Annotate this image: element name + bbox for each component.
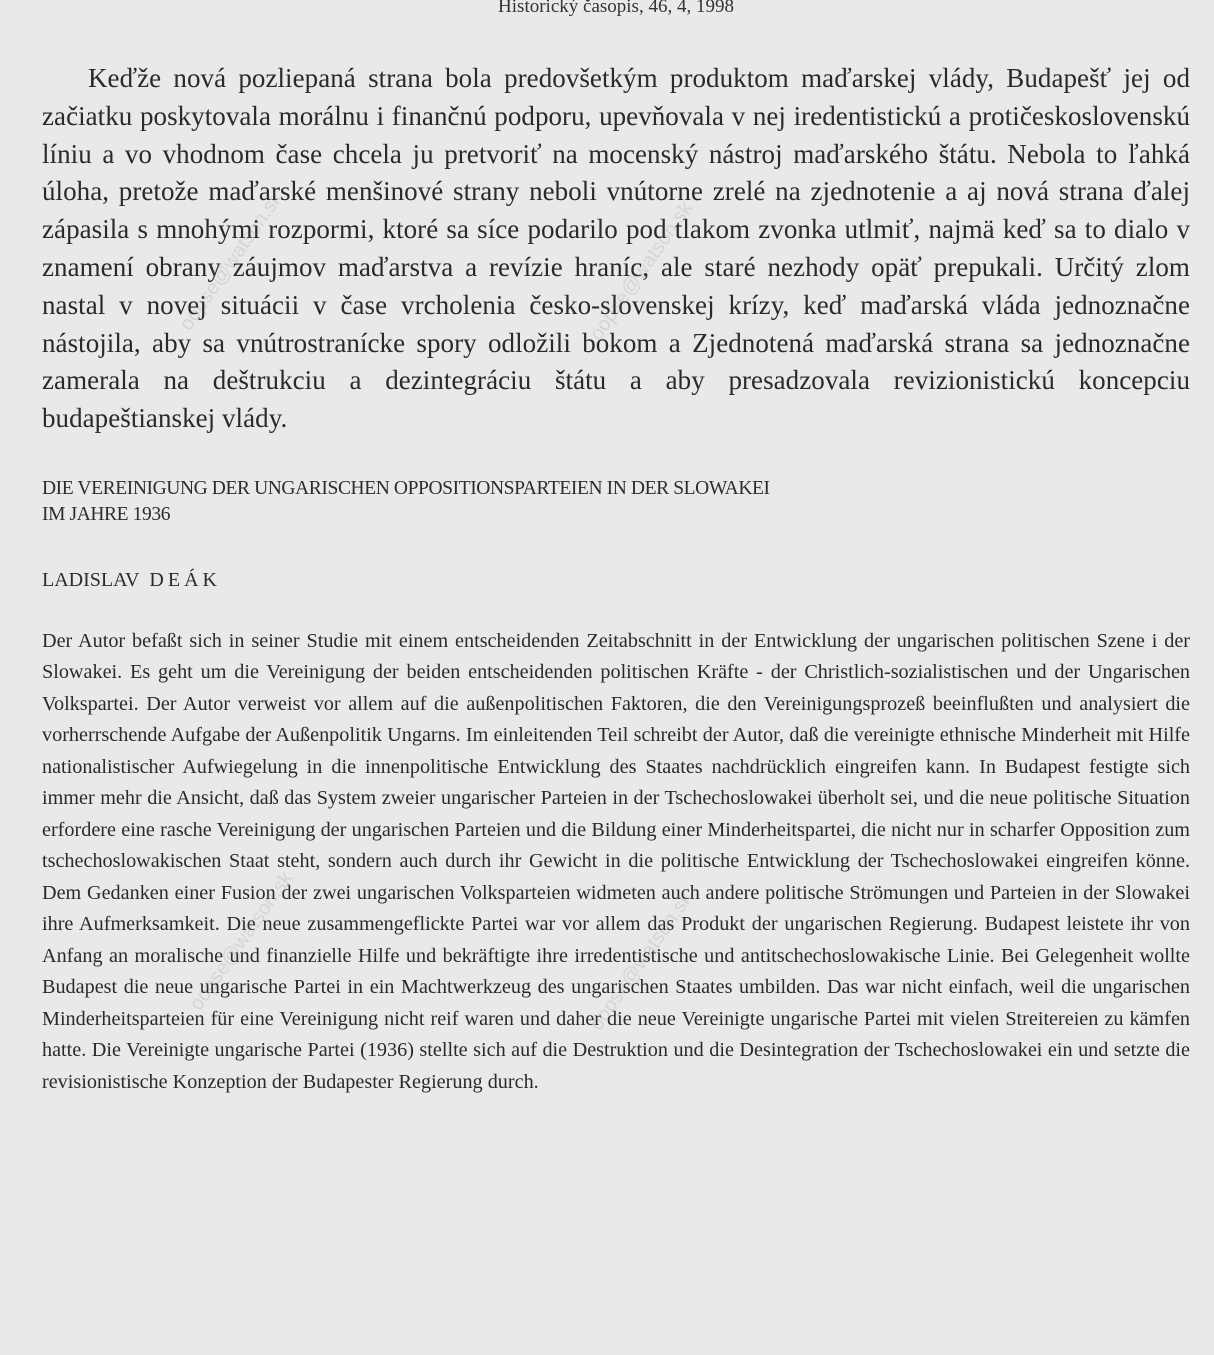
summary-title	[42, 476, 1190, 528]
watermark-text: oopse@watson.sk	[185, 867, 298, 1015]
watermark-text: oopse@watson.sk	[585, 887, 698, 1035]
summary-title-line2: IM JAHRE 1936	[42, 503, 171, 525]
german-summary-paragraph: Der Autor befaßt sich in seiner Studie mit einem entscheidenden Zeitabschnitt in der Entwicklung der ungarischen politischen Szene i der Slowakei. Es geht um die Vereinigung der beiden entscheidenden politischen Kräfte - der Christlich-sozialistischen und der Ungarischen Volkspartei. Der Autor verweist vor allem auf die außenpolitischen Faktoren, die den Vereinigungsprozeß beeinflußten und analysiert die vorherrschende Aufgabe der Außenpolitik Ungarns. Im einleitenden Teil schreibt der Autor, daß die vereinigte ethnische Minderheit mit Hilfe nationalistischer Aufwiegelung in die innenpolitische Entwicklung des Staates nachdrücklich eingreifen kann. In Budapest festigte sich immer mehr die Ansicht, daß das System zweier ungarischer Parteien in der Tschechoslowakei überholt sei, und die neue politische Situation erfordere eine rasche Vereinigung der ungarischen Parteien und die Bildung einer Minderheitspartei, die nicht nur in scharfer Opposition zum tschechoslowakischen Staat steht, sondern auch durch ihr Gewicht in die politische Entwicklung der Tschechoslowakei eingreifen könne. Dem Gedanken einer Fusion der zwei ungarischen Volksparteien widmeten auch andere politische Strömungen und Parteien in der Slowakei ihre Aufmerksamkeit. Die neue zusammengeflickte Partei war vor allem das Produkt der ungarischen Regierung. Budapest leistete ihr von Anfang an moralische und finanzielle Hilfe und bekräftigte ihre irredentistische und antitschechoslowakische Linie. Bei Gelegenheit wollte Budapest die neue ungarische Partei in ein Machtwerkzeug des ungarischen Staates umbilden. Das war nicht einfach, weil die ungarischen Minderheitsparteien für eine Vereinigung nicht reif waren und daher die neue Vereinigte ungarische Partei mit vielen Streitereien zu kämfen hatte. Die Vereinigte ungarische Partei (1936) stellte sich auf die Destruktion und die Desintegration der Tschechoslowakei ein und setzte die revisionistische Konzeption der Budapester Regierung durch.	[42, 629, 1190, 1093]
slovak-paragraph: Keďže nová pozliepaná strana bola predovšetkým produktom maďarskej vlády, Budapešť jej od začiatku poskytovala morálnu i finančnú podporu, upevňovala v nej iredentistickú a protičeskoslovenskú líniu a vo vhodnom čase chcela ju pretvoriť na mocenský nástroj maďarského štátu. Nebola to ľahká úloha, pretože maďarské menšinové strany neboli vnútorne zrelé na zjednotenie a aj nová strana ďalej zápasila s mnohými rozpormi, ktoré sa síce podarilo pod tlakom zvonka utlmiť, najmä keď sa to dialo v znamení obrany záujmov maďarstva a revízie hraníc, ale staré nezhody opäť prepukali. Určitý zlom nastal v novej situácii v čase vrcholenia česko-slovenskej krízy, keď maďarská vláda jednoznačne nástojila, aby sa vnútrostranícke spory odložili bokom a Zjednotená maďarská strana sa jednoznačne zamerala na deštrukciu a dezintegráciu štátu a aby presadzovala revizionistickú koncepciu budapeštianskej vlády.	[42, 63, 1190, 434]
document-page	[42, 0, 1190, 1119]
running-head: Historický časopis, 46, 4, 1998	[498, 0, 734, 17]
watermark-text: oopse@watson.sk	[585, 197, 698, 345]
author-name	[42, 567, 1190, 593]
author-surname: DEÁK	[149, 568, 221, 591]
author-first-name: LADISLAV	[42, 568, 140, 591]
watermark-text: oopse@watson.sk	[175, 187, 288, 335]
summary-title-line1: DIE VEREINIGUNG DER UNGARISCHEN OPPOSITIONSPARTEIEN IN DER SLOWAKEI	[42, 477, 770, 499]
